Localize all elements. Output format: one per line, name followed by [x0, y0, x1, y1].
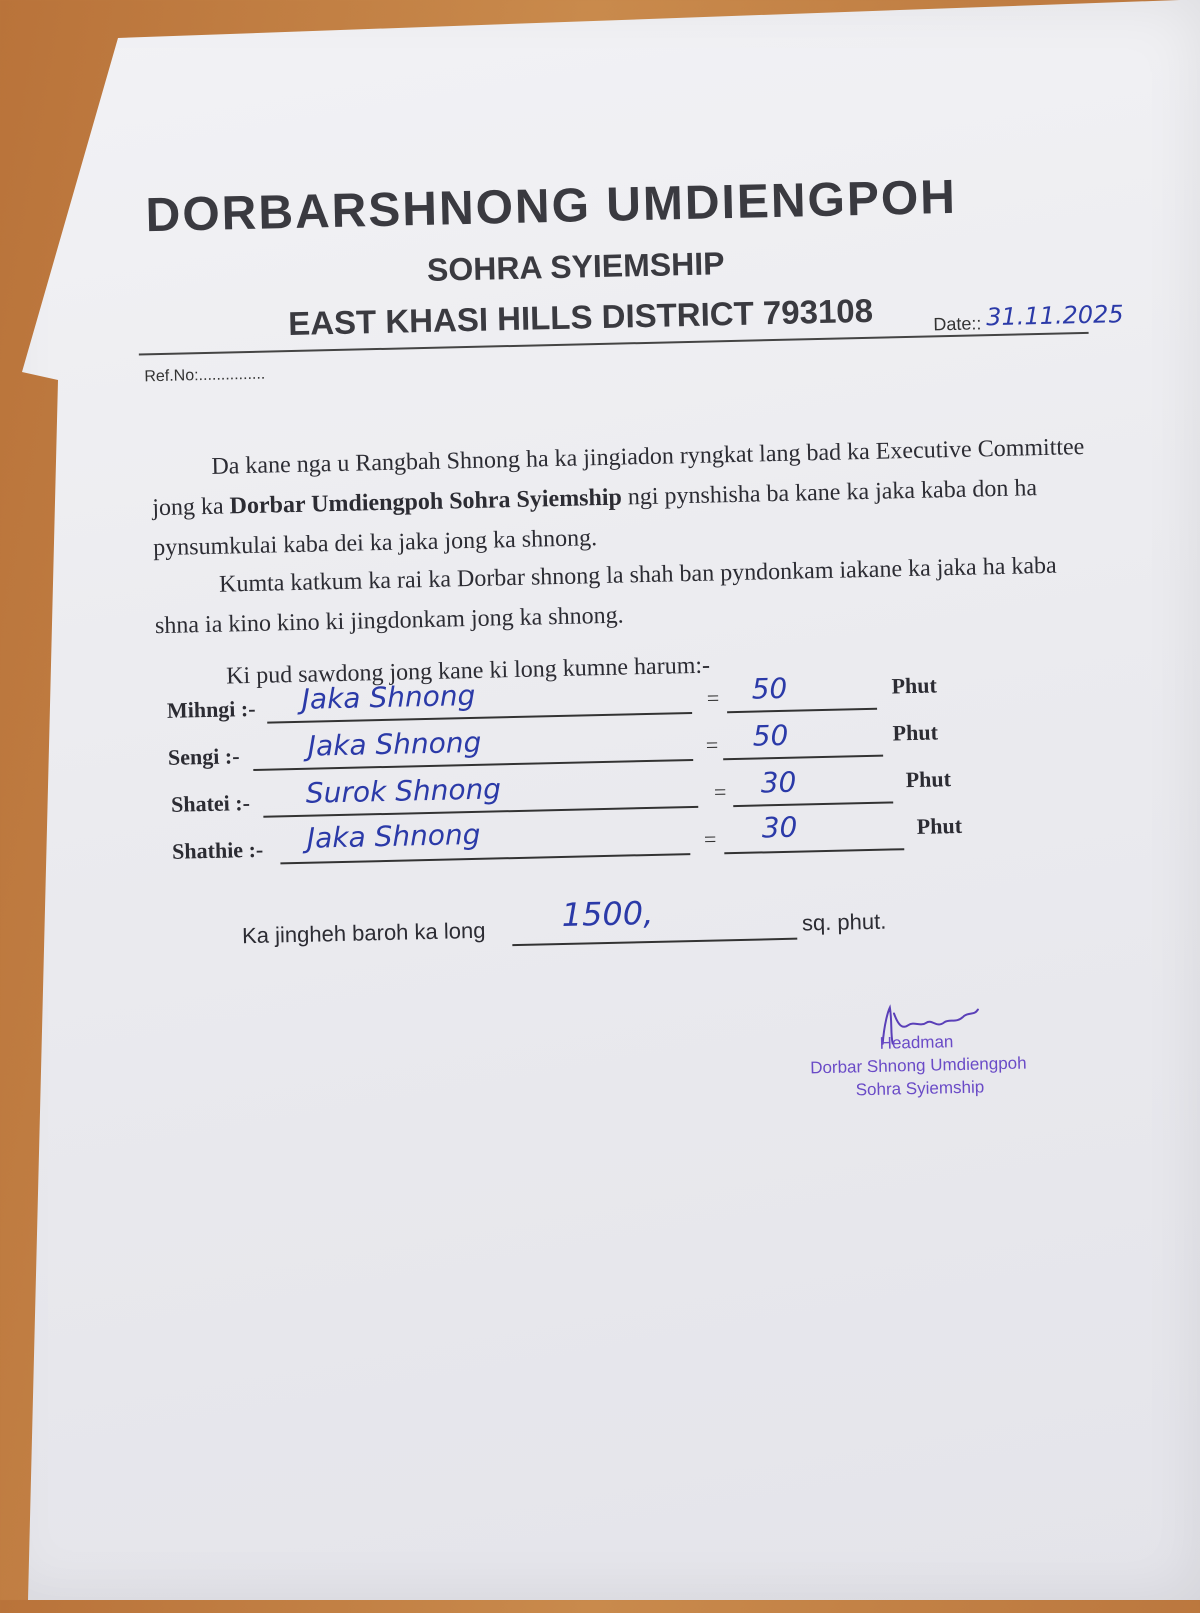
boundary-unit: Phut [905, 766, 952, 793]
value-line [724, 848, 904, 854]
boundary-value-handwritten: 50 [751, 671, 788, 706]
stamp-line-2: Sohra Syiemship [855, 1077, 985, 1100]
stamp-line-1: Dorbar Shnong Umdiengpoh [809, 1053, 1027, 1078]
stamp-role: Headman [879, 1032, 954, 1053]
document-subtitle-syiemship: SOHRA SYIEMSHIP [426, 245, 725, 288]
boundary-owner-handwritten: Surok Shnong [305, 772, 502, 810]
boundary-owner-handwritten: Jaka Shnong [306, 817, 481, 855]
boundary-unit: Phut [892, 719, 939, 746]
boundary-value-handwritten: 30 [761, 810, 798, 845]
paragraph-1-text-a: Da kane nga u Rangbah Shnong ha ka jingiadon ryngkat lang bad ka Executive Committee jong ka [152, 434, 1085, 522]
boundary-label: Sengi :- [167, 743, 240, 770]
equals-sign: = [706, 685, 720, 711]
date-label: Date:: [933, 313, 982, 335]
value-line [733, 801, 893, 806]
boundary-label: Mihngi :- [166, 695, 256, 723]
total-area-value-handwritten: 1500, [561, 893, 654, 934]
value-line [727, 708, 877, 713]
owner-line [280, 853, 690, 864]
document-title: DORBARSHNONG UMDIENGPOH [145, 170, 958, 243]
boundary-owner-handwritten: Jaka Shnong [307, 725, 482, 763]
document-subtitle-district: EAST KHASI HILLS DISTRICT 793108 [287, 291, 874, 343]
boundary-owner-handwritten: Jaka Shnong [301, 678, 476, 716]
equals-sign: = [705, 732, 719, 758]
equals-sign: = [713, 779, 727, 805]
boundary-unit: Phut [891, 672, 938, 699]
boundary-value-handwritten: 50 [752, 718, 789, 753]
paragraph-1-bold: Dorbar Umdiengpoh Sohra Syiemship [229, 484, 623, 520]
boundary-value-handwritten: 30 [760, 765, 797, 800]
equals-sign: = [703, 826, 717, 852]
total-area-line [512, 938, 797, 946]
paragraph-1-text-b: ngi pynshisha ba kane ka jaka kaba don ha pynsumkulai kaba dei ka jaka jong ka shnong. [152, 475, 1038, 562]
total-area-unit: sq. phut. [801, 908, 887, 936]
boundary-unit: Phut [916, 812, 963, 839]
paragraph-3: Ki pud sawdong jong kane ki long kumne harum:- [225, 652, 711, 690]
total-area-label: Ka jingheh baroh ka long [241, 917, 486, 949]
paragraph-2: Kumta katkum ka rai ka Dorbar shnong la shah ban pyndonkam iakane ka jaka ha kaba shna ia kino kino ki jingdonkam jong ka shnong. [154, 552, 1057, 640]
ref-number-label: Ref.No:............... [144, 365, 266, 386]
boundary-label: Shatei :- [170, 790, 251, 817]
boundary-label: Shathie :- [171, 836, 264, 864]
date-value-handwritten: 31.11.2025 [985, 300, 1124, 332]
paragraph-1 [151, 427, 1093, 568]
value-line [723, 755, 883, 760]
